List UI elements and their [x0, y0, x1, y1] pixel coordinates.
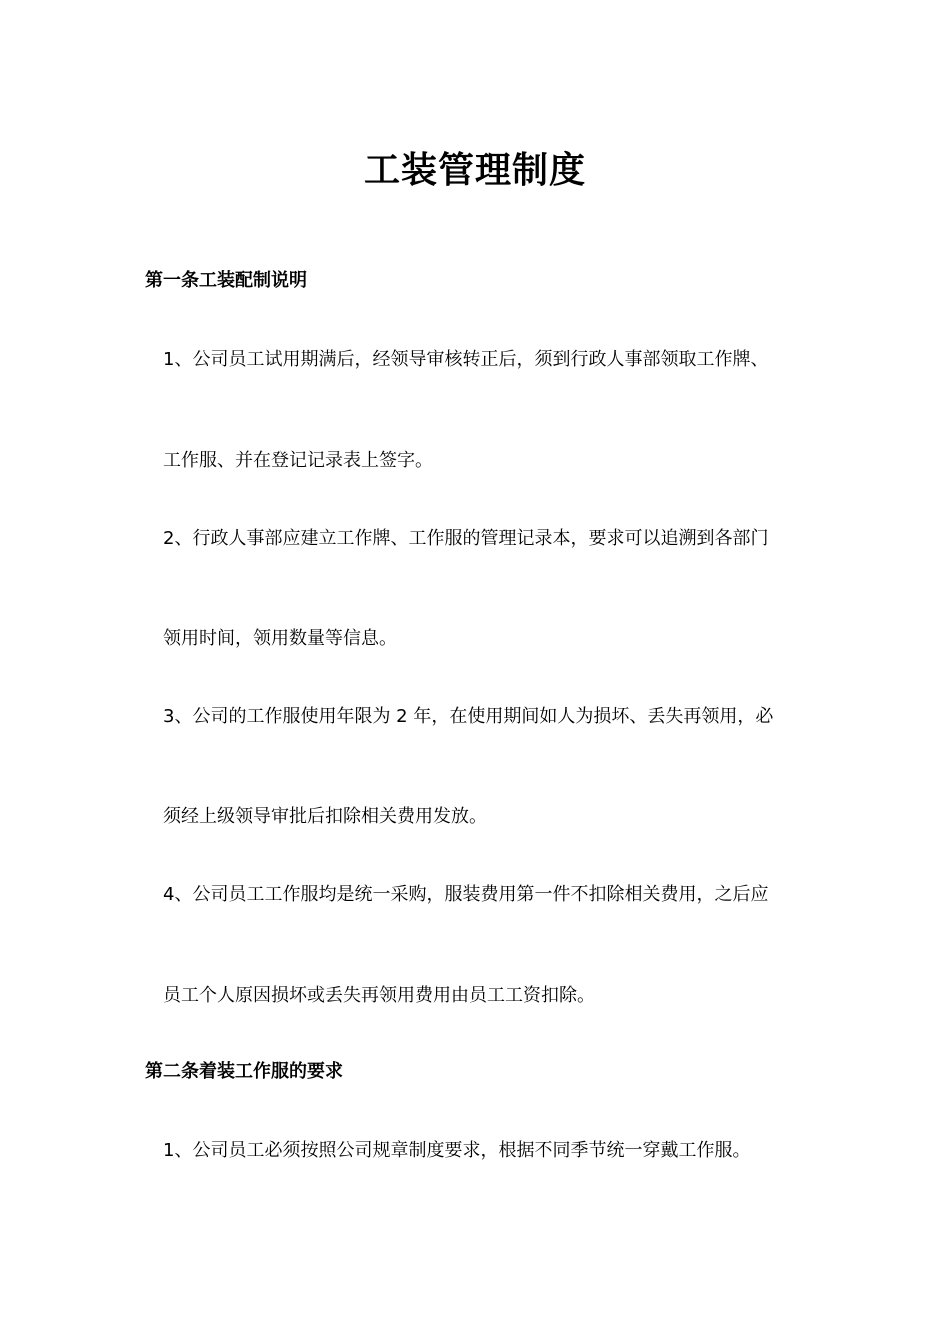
paragraph-1-line-2: 工作服、并在登记记录表上签字。	[163, 450, 433, 471]
paragraph-3-line-1: 3、公司的工作服使用年限为 2 年，在使用期间如人为损坏、丢失再领用，必	[163, 706, 774, 727]
section-heading-1: 第一条工装配制说明	[145, 270, 307, 291]
paragraph-5-line-1: 1、公司员工必须按照公司规章制度要求，根据不同季节统一穿戴工作服。	[163, 1140, 751, 1161]
section-heading-2: 第二条着装工作服的要求	[145, 1061, 343, 1082]
paragraph-2-line-1: 2、行政人事部应建立工作牌、工作服的管理记录本，要求可以追溯到各部门	[163, 528, 769, 549]
paragraph-4-line-1: 4、公司员工工作服均是统一采购，服装费用第一件不扣除相关费用，之后应	[163, 884, 769, 905]
paragraph-2-line-2: 领用时间，领用数量等信息。	[163, 628, 397, 649]
paragraph-3-line-2: 须经上级领导审批后扣除相关费用发放。	[163, 806, 487, 827]
document-title: 工装管理制度	[363, 150, 586, 191]
paragraph-4-line-2: 员工个人原因损坏或丢失再领用费用由员工工资扣除。	[163, 985, 595, 1006]
paragraph-1-line-1: 1、公司员工试用期满后，经领导审核转正后，须到行政人事部领取工作牌、	[163, 349, 769, 370]
